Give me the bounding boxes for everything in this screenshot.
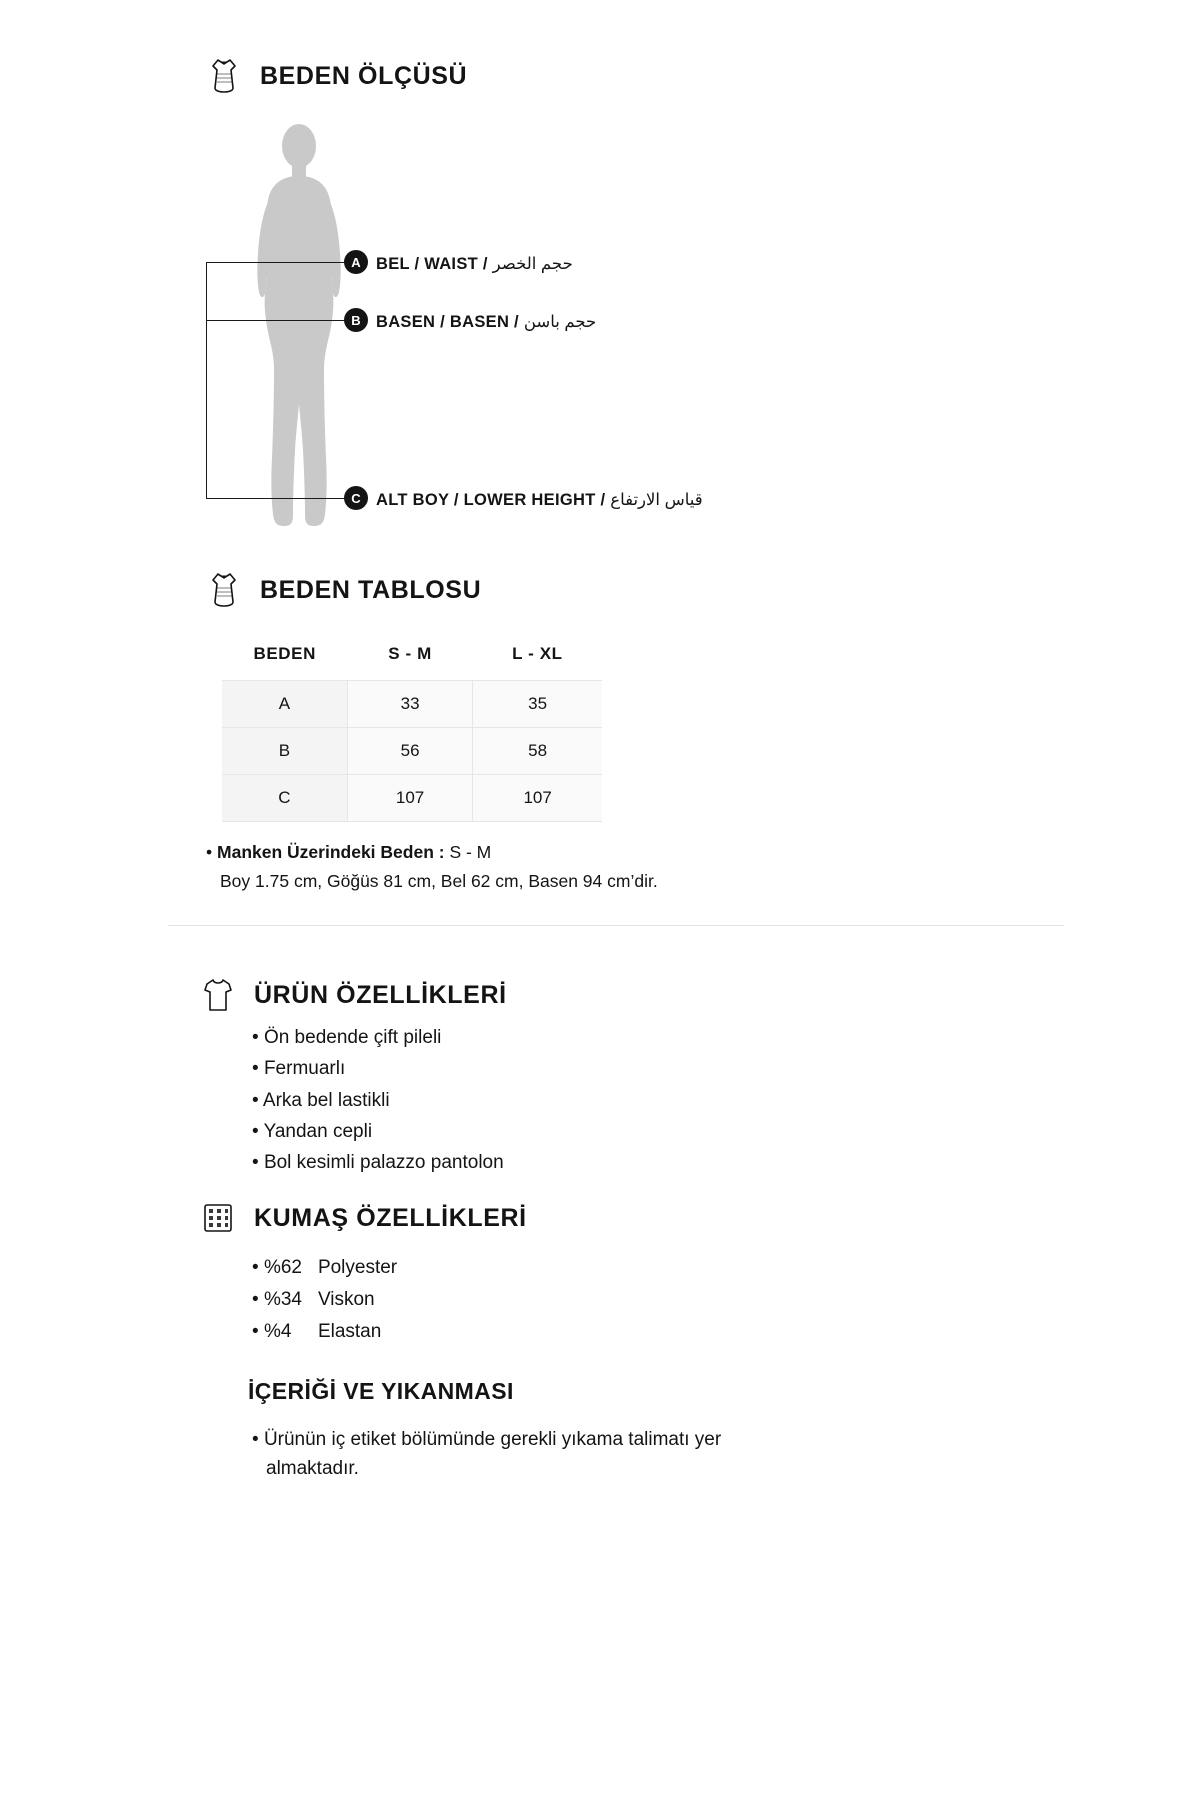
dress-icon xyxy=(206,570,242,610)
cell-row-a-label: A xyxy=(222,681,347,728)
marker-a: A xyxy=(344,250,368,274)
model-size-label: Manken Üzerindeki Beden : xyxy=(217,842,445,862)
marker-b-text-ar: حجم باسن xyxy=(523,313,597,331)
bracket-a-vertical xyxy=(206,262,207,320)
connector-b xyxy=(230,320,352,321)
bracket-c-vertical xyxy=(206,320,207,498)
list-item: • Bol kesimli palazzo pantolon xyxy=(252,1147,504,1178)
list-item: • Ön bedende çift pileli xyxy=(252,1022,504,1053)
cell-row-a-lxl: 35 xyxy=(473,681,602,728)
size-table xyxy=(222,638,602,822)
size-measure-heading xyxy=(206,56,467,96)
marker-b-text: BASEN / BASEN / xyxy=(376,313,519,331)
washing-line-1: Ürünün iç etiket bölümünde gerekli yıkama talimatı yer xyxy=(263,1429,722,1450)
table-row xyxy=(222,681,602,728)
tshirt-icon xyxy=(200,975,236,1015)
model-size-value: S - M xyxy=(449,842,492,862)
col-head-lxl: L - XL xyxy=(512,644,563,663)
cell-row-b-sm: 56 xyxy=(347,728,472,775)
table-row xyxy=(222,775,602,822)
measurement-figure xyxy=(206,124,966,534)
fabric-composition-list xyxy=(252,1252,397,1348)
col-head-beden: BEDEN xyxy=(253,644,316,663)
model-size-detail: Boy 1.75 cm, Göğüs 81 cm, Bel 62 cm, Basen 94 cm’dir. xyxy=(220,870,658,891)
list-item xyxy=(252,1425,892,1484)
table-header-row xyxy=(222,638,602,681)
model-size-note xyxy=(206,838,658,896)
cell-row-c-sm: 107 xyxy=(347,775,472,822)
bullet-icon: • xyxy=(206,842,213,862)
marker-a-label xyxy=(376,254,573,274)
marker-c-label xyxy=(376,490,703,510)
list-item xyxy=(252,1252,397,1284)
size-measure-title: BEDEN ÖLÇÜSÜ xyxy=(260,61,468,90)
product-features-title: ÜRÜN ÖZELLİKLERİ xyxy=(254,980,507,1009)
washing-line-2: almaktadır. xyxy=(266,1458,359,1480)
washing-heading: İÇERİĞİ VE YIKANMASI xyxy=(248,1378,514,1404)
fabric-pct: %62 xyxy=(263,1257,302,1278)
list-item xyxy=(252,1316,397,1348)
connector-a xyxy=(238,262,352,263)
marker-c: C xyxy=(344,486,368,510)
marker-a-text-ar: حجم الخصر xyxy=(492,255,573,273)
connector-c xyxy=(230,498,352,499)
marker-c-text-ar: قياس الارتفاع xyxy=(610,491,703,509)
fabric-pct: %4 xyxy=(263,1320,292,1342)
cell-row-c-label: C xyxy=(222,775,347,822)
marker-c-text: ALT BOY / LOWER HEIGHT / xyxy=(376,491,606,509)
marker-a-text: BEL / WAIST / xyxy=(376,255,488,273)
list-item xyxy=(252,1284,397,1316)
list-item: • Yandan cepli xyxy=(252,1116,504,1147)
list-item: • Arka bel lastikli xyxy=(252,1085,504,1116)
col-head-sm: S - M xyxy=(388,644,432,663)
cell-row-b-lxl: 58 xyxy=(473,728,602,775)
fabric-name: Polyester xyxy=(317,1257,398,1278)
list-item: • Fermuarlı xyxy=(252,1053,504,1084)
section-divider xyxy=(168,925,1064,926)
table-row xyxy=(222,728,602,775)
marker-b: B xyxy=(344,308,368,332)
cell-row-a-sm: 33 xyxy=(347,681,472,728)
cell-row-b-label: B xyxy=(222,728,347,775)
washing-list xyxy=(252,1425,892,1484)
mannequin-silhouette xyxy=(234,124,364,534)
size-table-heading xyxy=(206,570,481,610)
product-features-heading xyxy=(200,975,507,1015)
fabric-features-heading xyxy=(200,1198,527,1238)
dress-icon xyxy=(206,56,242,96)
fabric-name: Viskon xyxy=(317,1288,375,1310)
fabric-name: Elastan xyxy=(317,1320,382,1342)
fabric-pct: %34 xyxy=(263,1288,302,1310)
marker-b-label xyxy=(376,312,596,332)
fabric-features-title: KUMAŞ ÖZELLİKLERİ xyxy=(254,1203,527,1232)
size-table-title: BEDEN TABLOSU xyxy=(260,575,482,604)
cell-row-c-lxl: 107 xyxy=(473,775,602,822)
product-features-list xyxy=(252,1022,504,1179)
fabric-icon xyxy=(200,1198,236,1238)
